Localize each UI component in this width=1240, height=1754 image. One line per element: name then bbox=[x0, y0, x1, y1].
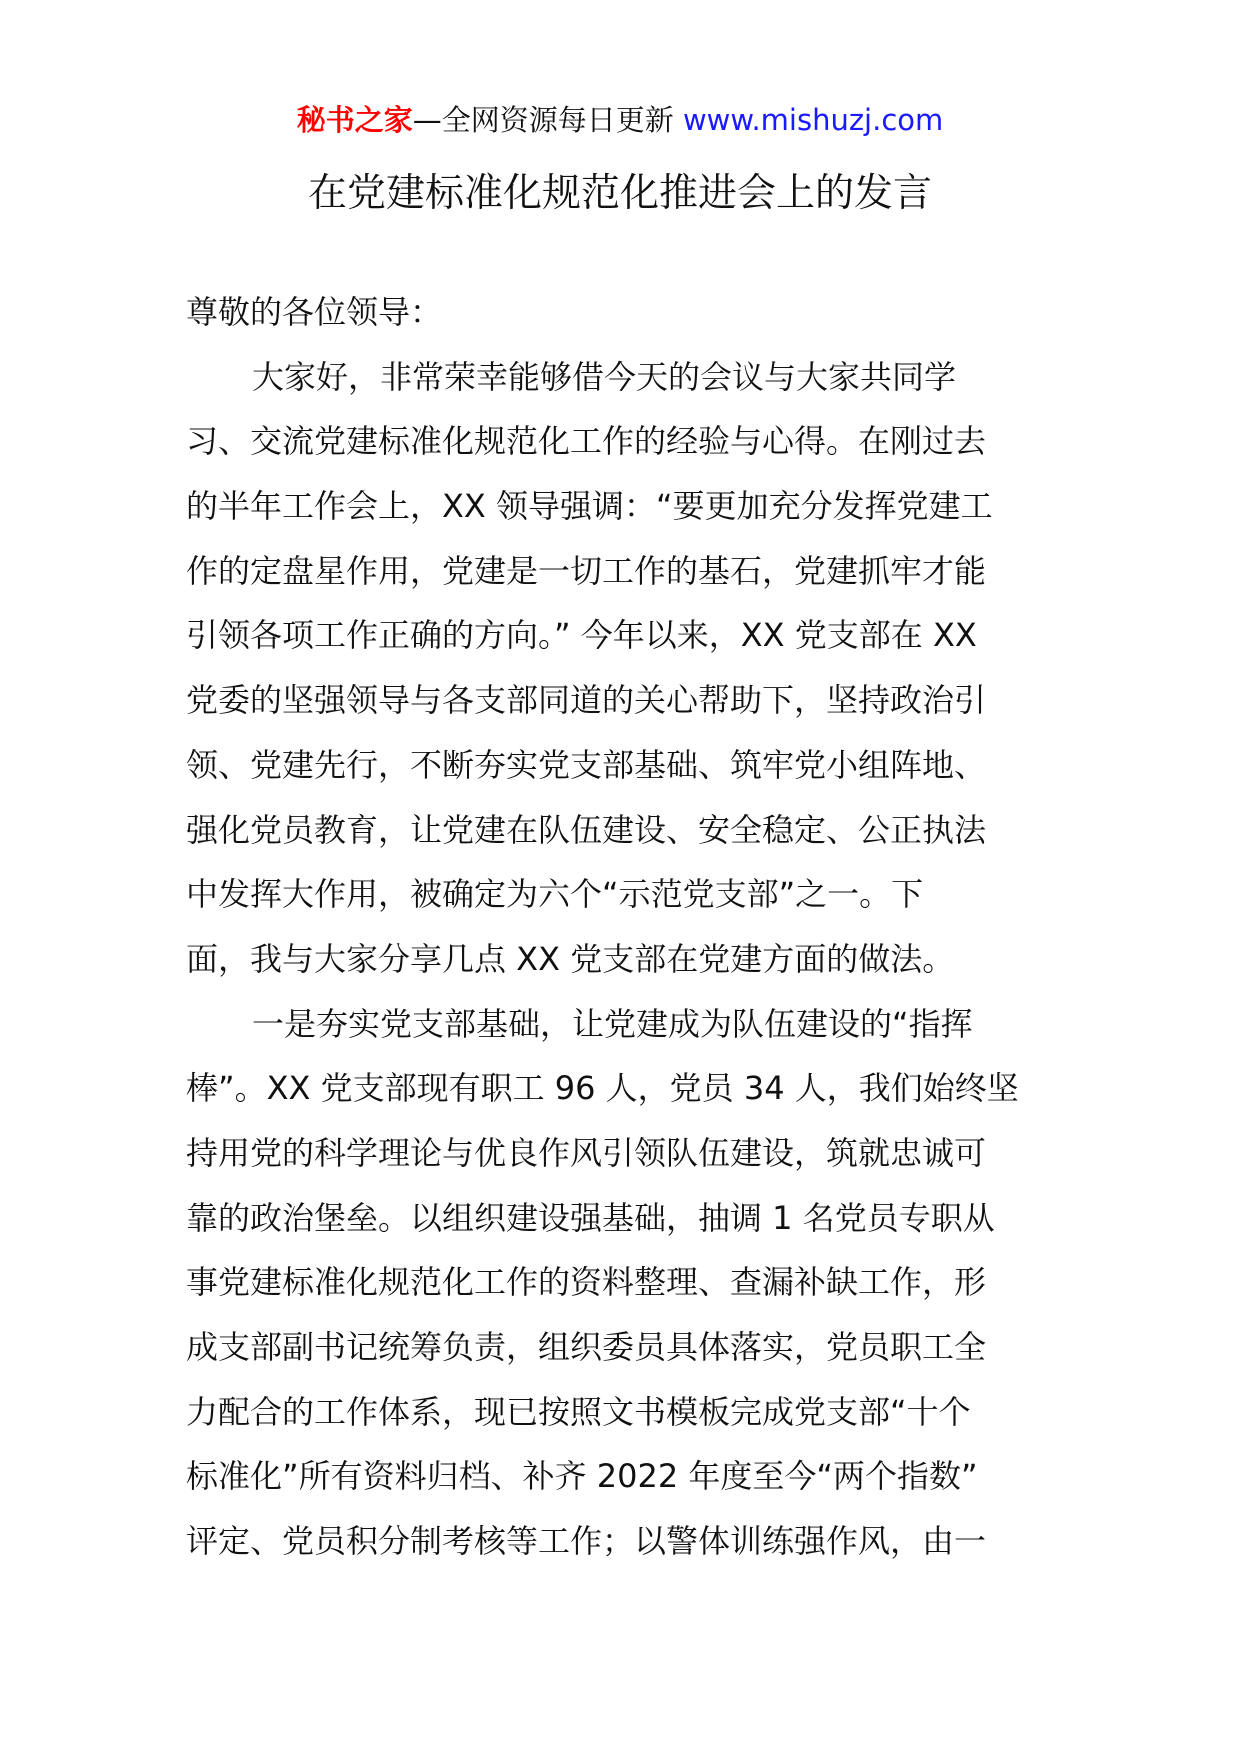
body-line: 靠的政治堡垒。以组织建设强基础，抽调 1 名党员专职从 bbox=[186, 1198, 995, 1237]
body-line: 的半年工作会上，XX 领导强调：“要更加充分发挥党建工 bbox=[186, 487, 993, 526]
site-url-link[interactable]: www.mishuzj.com bbox=[682, 103, 944, 137]
body-line: 党委的坚强领导与各支部同道的关心帮助下，坚持政治引 bbox=[186, 681, 987, 720]
body-line: 力配合的工作体系，现已按照文书模板完成党支部“十个 bbox=[186, 1392, 971, 1431]
site-header bbox=[0, 100, 1240, 140]
body-line: 一是夯实党支部基础，让党建成为队伍建设的“指挥 bbox=[252, 1004, 973, 1043]
body-line: 领、党建先行，不断夯实党支部基础、筑牢党小组阵地、 bbox=[186, 745, 987, 784]
body-line: 评定、党员积分制考核等工作；以警体训练强作风，由一 bbox=[186, 1522, 987, 1561]
site-brand: 秘书之家 bbox=[296, 103, 413, 137]
body-line: 持用党的科学理论与优良作风引领队伍建设，筑就忠诚可 bbox=[186, 1133, 987, 1172]
body-line: 引领各项工作正确的方向。” 今年以来，XX 党支部在 XX bbox=[186, 616, 977, 655]
salutation: 尊敬的各位领导： bbox=[186, 293, 443, 331]
site-tagline: —全网资源每日更新 bbox=[412, 103, 674, 137]
body-line: 作的定盘星作用，党建是一切工作的基石，党建抓牢才能 bbox=[186, 551, 987, 590]
document-title: 在党建标准化规范化推进会上的发言 bbox=[307, 171, 932, 216]
body-line: 事党建标准化规范化工作的资料整理、查漏补缺工作，形 bbox=[186, 1263, 987, 1302]
body-line: 棒”。XX 党支部现有职工 96 人，党员 34 人，我们始终坚 bbox=[186, 1069, 1019, 1108]
body-line: 面，我与大家分享几点 XX 党支部在党建方面的做法。 bbox=[186, 939, 955, 978]
body-line: 大家好，非常荣幸能够借今天的会议与大家共同学 bbox=[252, 357, 957, 396]
body-line: 习、交流党建标准化规范化工作的经验与心得。在刚过去 bbox=[186, 422, 987, 461]
body-line: 中发挥大作用，被确定为六个“示范党支部”之一。下 bbox=[186, 875, 924, 914]
body-line: 标准化”所有资料归档、补齐 2022 年度至今“两个指数” bbox=[186, 1457, 978, 1496]
document-body bbox=[186, 292, 1066, 1586]
body-line: 强化党员教育，让党建在队伍建设、安全稳定、公正执法 bbox=[186, 810, 987, 849]
body-line: 成支部副书记统筹负责，组织委员具体落实，党员职工全 bbox=[186, 1328, 987, 1366]
